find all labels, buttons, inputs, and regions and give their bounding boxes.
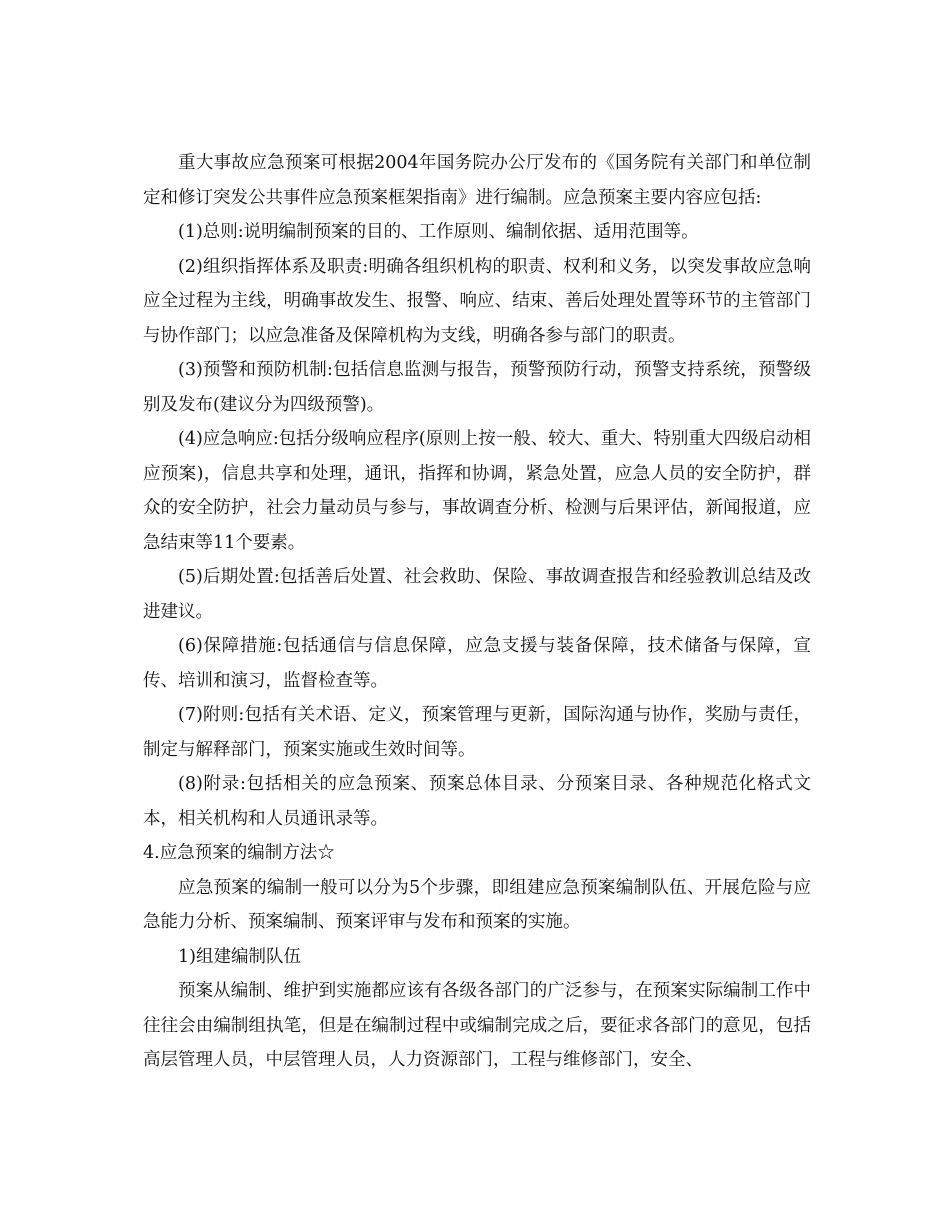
paragraph-item-3: (3)预警和预防机制:包括信息监测与报告，预警预防行动，预警支持系统，预警级别及发布(建议分为四级预警)。: [143, 360, 811, 415]
document-body: [143, 146, 811, 1078]
subheading-step-1: 1)组建编制队伍: [178, 946, 301, 967]
paragraph-item-5: (5)后期处置:包括善后处置、社会救助、保险、事故调查报告和经验教训总结及改进建议。: [143, 567, 811, 622]
section-heading: 4.应急预案的编制方法☆: [143, 843, 335, 863]
paragraph-method-intro: 应急预案的编制一般可以分为5个步骤，即组建应急预案编制队伍、开展危险与应急能力分析、预案编制、预案评审与发布和预案的实施。: [143, 877, 811, 932]
paragraph-step-1: 预案从编制、维护到实施都应该有各级各部门的广泛参与，在预案实际编制工作中往往会由编制组执笔，但是在编制过程中或编制完成之后，要征求各部门的意见，包括高层管理人员，中层管理人员，人力资源部门，工程与维修部门，安全、: [143, 981, 811, 1070]
paragraph-item-8: (8)附录:包括相关的应急预案、预案总体目录、分预案目录、各种规范化格式文本，相关机构和人员通讯录等。: [143, 774, 811, 829]
paragraph-item-4: (4)应急响应:包括分级响应程序(原则上按一般、较大、重大、特别重大四级启动相应预案)，信息共享和处理，通讯，指挥和协调，紧急处置，应急人员的安全防护，群众的安全防护，社会力量动员与参与，事故调查分析、检测与后果评估，新闻报道，应急结束等11个要素。: [143, 429, 811, 553]
paragraph-item-6: (6)保障措施:包括通信与信息保障，应急支援与装备保障，技术储备与保障，宣传、培训和演习，监督检查等。: [143, 636, 811, 691]
paragraph-item-1: (1)总则:说明编制预案的目的、工作原则、编制依据、适用范围等。: [178, 222, 699, 242]
paragraph-item-2: (2)组织指挥体系及职责:明确各组织机构的职责、权利和义务，以突发事故应急响应全过程为主线，明确事故发生、报警、响应、结束、善后处理处置等环节的主管部门与协作部门；以应急准备及保障机构为支线，明确各参与部门的职责。: [143, 256, 811, 346]
paragraph-intro: 重大事故应急预案可根据2004年国务院办公厅发布的《国务院有关部门和单位制定和修订突发公共事件应急预案框架指南》进行编制。应急预案主要内容应包括:: [143, 153, 811, 208]
paragraph-item-7: (7)附则:包括有关术语、定义，预案管理与更新，国际沟通与协作，奖励与责任，制定与解释部门，预案实施或生效时间等。: [143, 705, 811, 760]
